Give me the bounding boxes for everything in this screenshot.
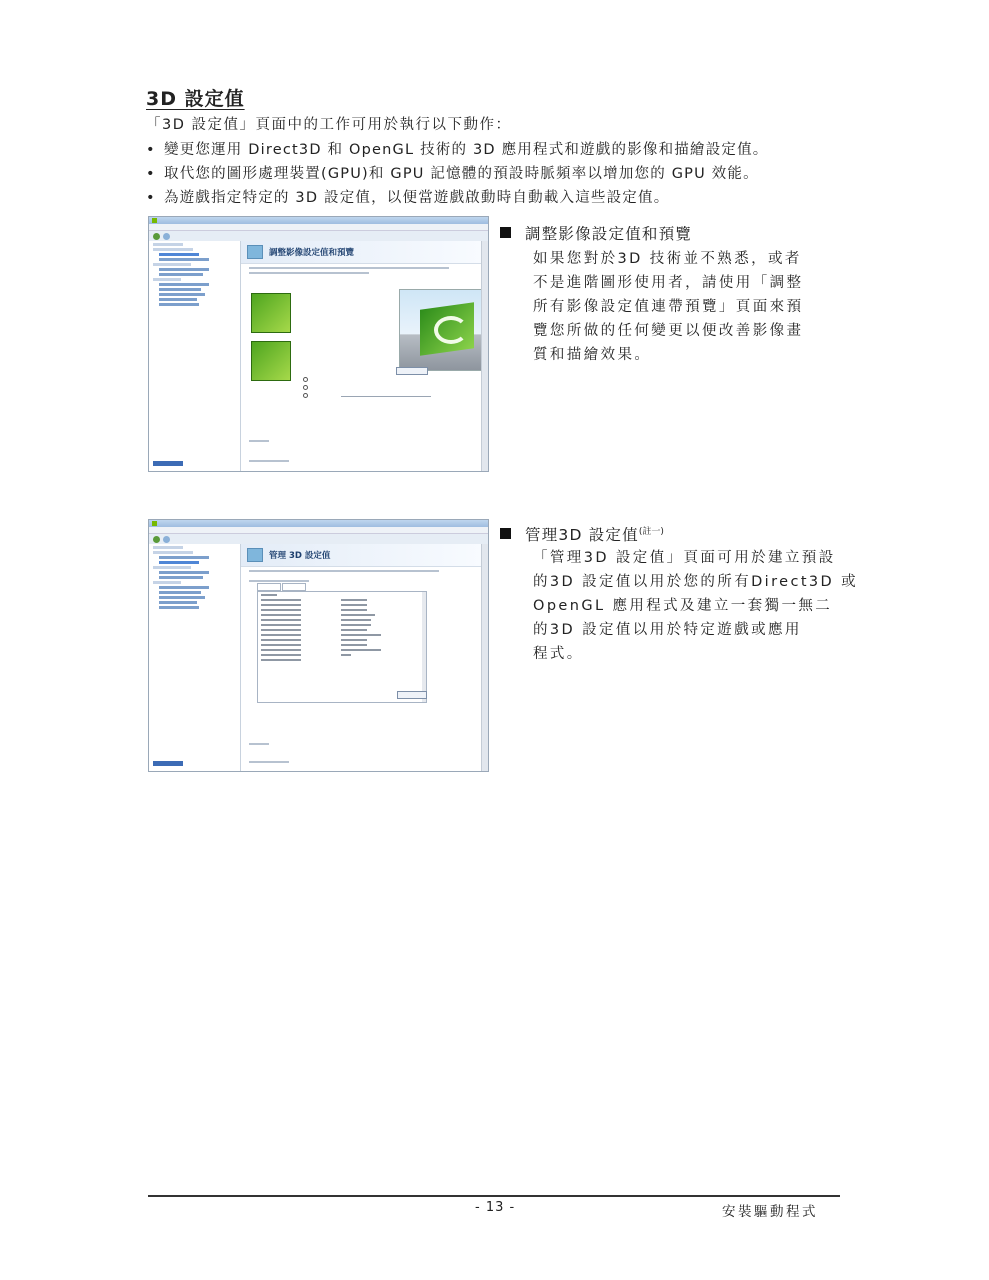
panel-header-title: 調整影像設定值和預覽 [269, 248, 355, 258]
screenshot-adjust-image-settings [148, 216, 489, 472]
task-tree [149, 241, 241, 471]
settings-tabs [257, 583, 306, 591]
back-icon [153, 536, 160, 543]
scrollbar [481, 544, 488, 771]
nvidia-logo-icon [152, 218, 157, 223]
panel-header [241, 544, 482, 567]
system-info-link [153, 761, 183, 766]
panel-header [241, 241, 482, 264]
intro-text: 「3D 設定值」頁面中的工作可用於執行以下動作： [146, 117, 512, 133]
feature-list [146, 138, 769, 210]
section-heading: 管理3D 設定值$^{(註一)}$ [500, 523, 664, 545]
section-heading: 調整影像設定值和預覽 [500, 222, 692, 244]
footnote-marker: (註一) [638, 526, 664, 537]
footer-section-name: 安裝驅動程式 [722, 1204, 818, 1220]
nvidia-control-panel-icon [247, 245, 263, 259]
nvidia-control-panel-icon [247, 548, 263, 562]
page-title: 3D 設定值 [146, 88, 245, 110]
section-body: 「管理3D 設定值」頁面可用於建立預設 的3D 設定值以用於您的所有Direct3D 或 OpenGL 應用程式及建立一套獨一無二 的3D 設定值以用於特定遊戲或應用 程式。 [533, 550, 859, 662]
screenshot-manage-3d-settings [148, 519, 489, 772]
list-item: • 變更您運用 Direct3D 和 OpenGL 技術的 3D 應用程式和遊戲的影像和描繪設定值。 [146, 138, 769, 162]
animate-button [396, 367, 428, 375]
image-preview [399, 289, 489, 371]
task-tree [149, 544, 241, 771]
window-titlebar [149, 520, 488, 527]
footer-divider [148, 1195, 840, 1197]
scrollbar [481, 241, 488, 471]
panel-header-title: 管理 3D 設定值 [269, 551, 331, 561]
nvidia-logo-icon [152, 521, 157, 526]
main-pane [241, 241, 482, 471]
section-body: 如果您對於3D 技術並不熟悉，或者 不是進階圖形使用者，請使用「調整 所有影像設定值連帶預覽」頁面來預 覽您所做的任何變更以便改善影像畫 質和描繪效果。 [533, 251, 804, 363]
system-info-link [153, 461, 183, 466]
quality-slider [341, 396, 431, 397]
window-titlebar [149, 217, 488, 224]
forward-icon [163, 233, 170, 240]
main-pane [241, 544, 482, 771]
square-bullet-icon [500, 227, 511, 238]
window-menubar [149, 527, 488, 534]
forward-icon [163, 536, 170, 543]
list-item: • 取代您的圖形處理裝置(GPU)和 GPU 記憶體的預設時脈頻率以增加您的 GPU 效能。 [146, 162, 769, 186]
square-bullet-icon [500, 528, 511, 539]
preview-thumbnail [251, 341, 291, 381]
window-menubar [149, 224, 488, 231]
list-item: • 為遊戲指定特定的 3D 設定值，以便當遊戲啟動時自動載入這些設定值。 [146, 186, 769, 210]
restore-button [397, 691, 427, 699]
option-group [303, 375, 393, 401]
back-icon [153, 233, 160, 240]
preview-thumbnail [251, 293, 291, 333]
settings-table [257, 591, 427, 703]
page-number: - 13 - [475, 1200, 516, 1215]
